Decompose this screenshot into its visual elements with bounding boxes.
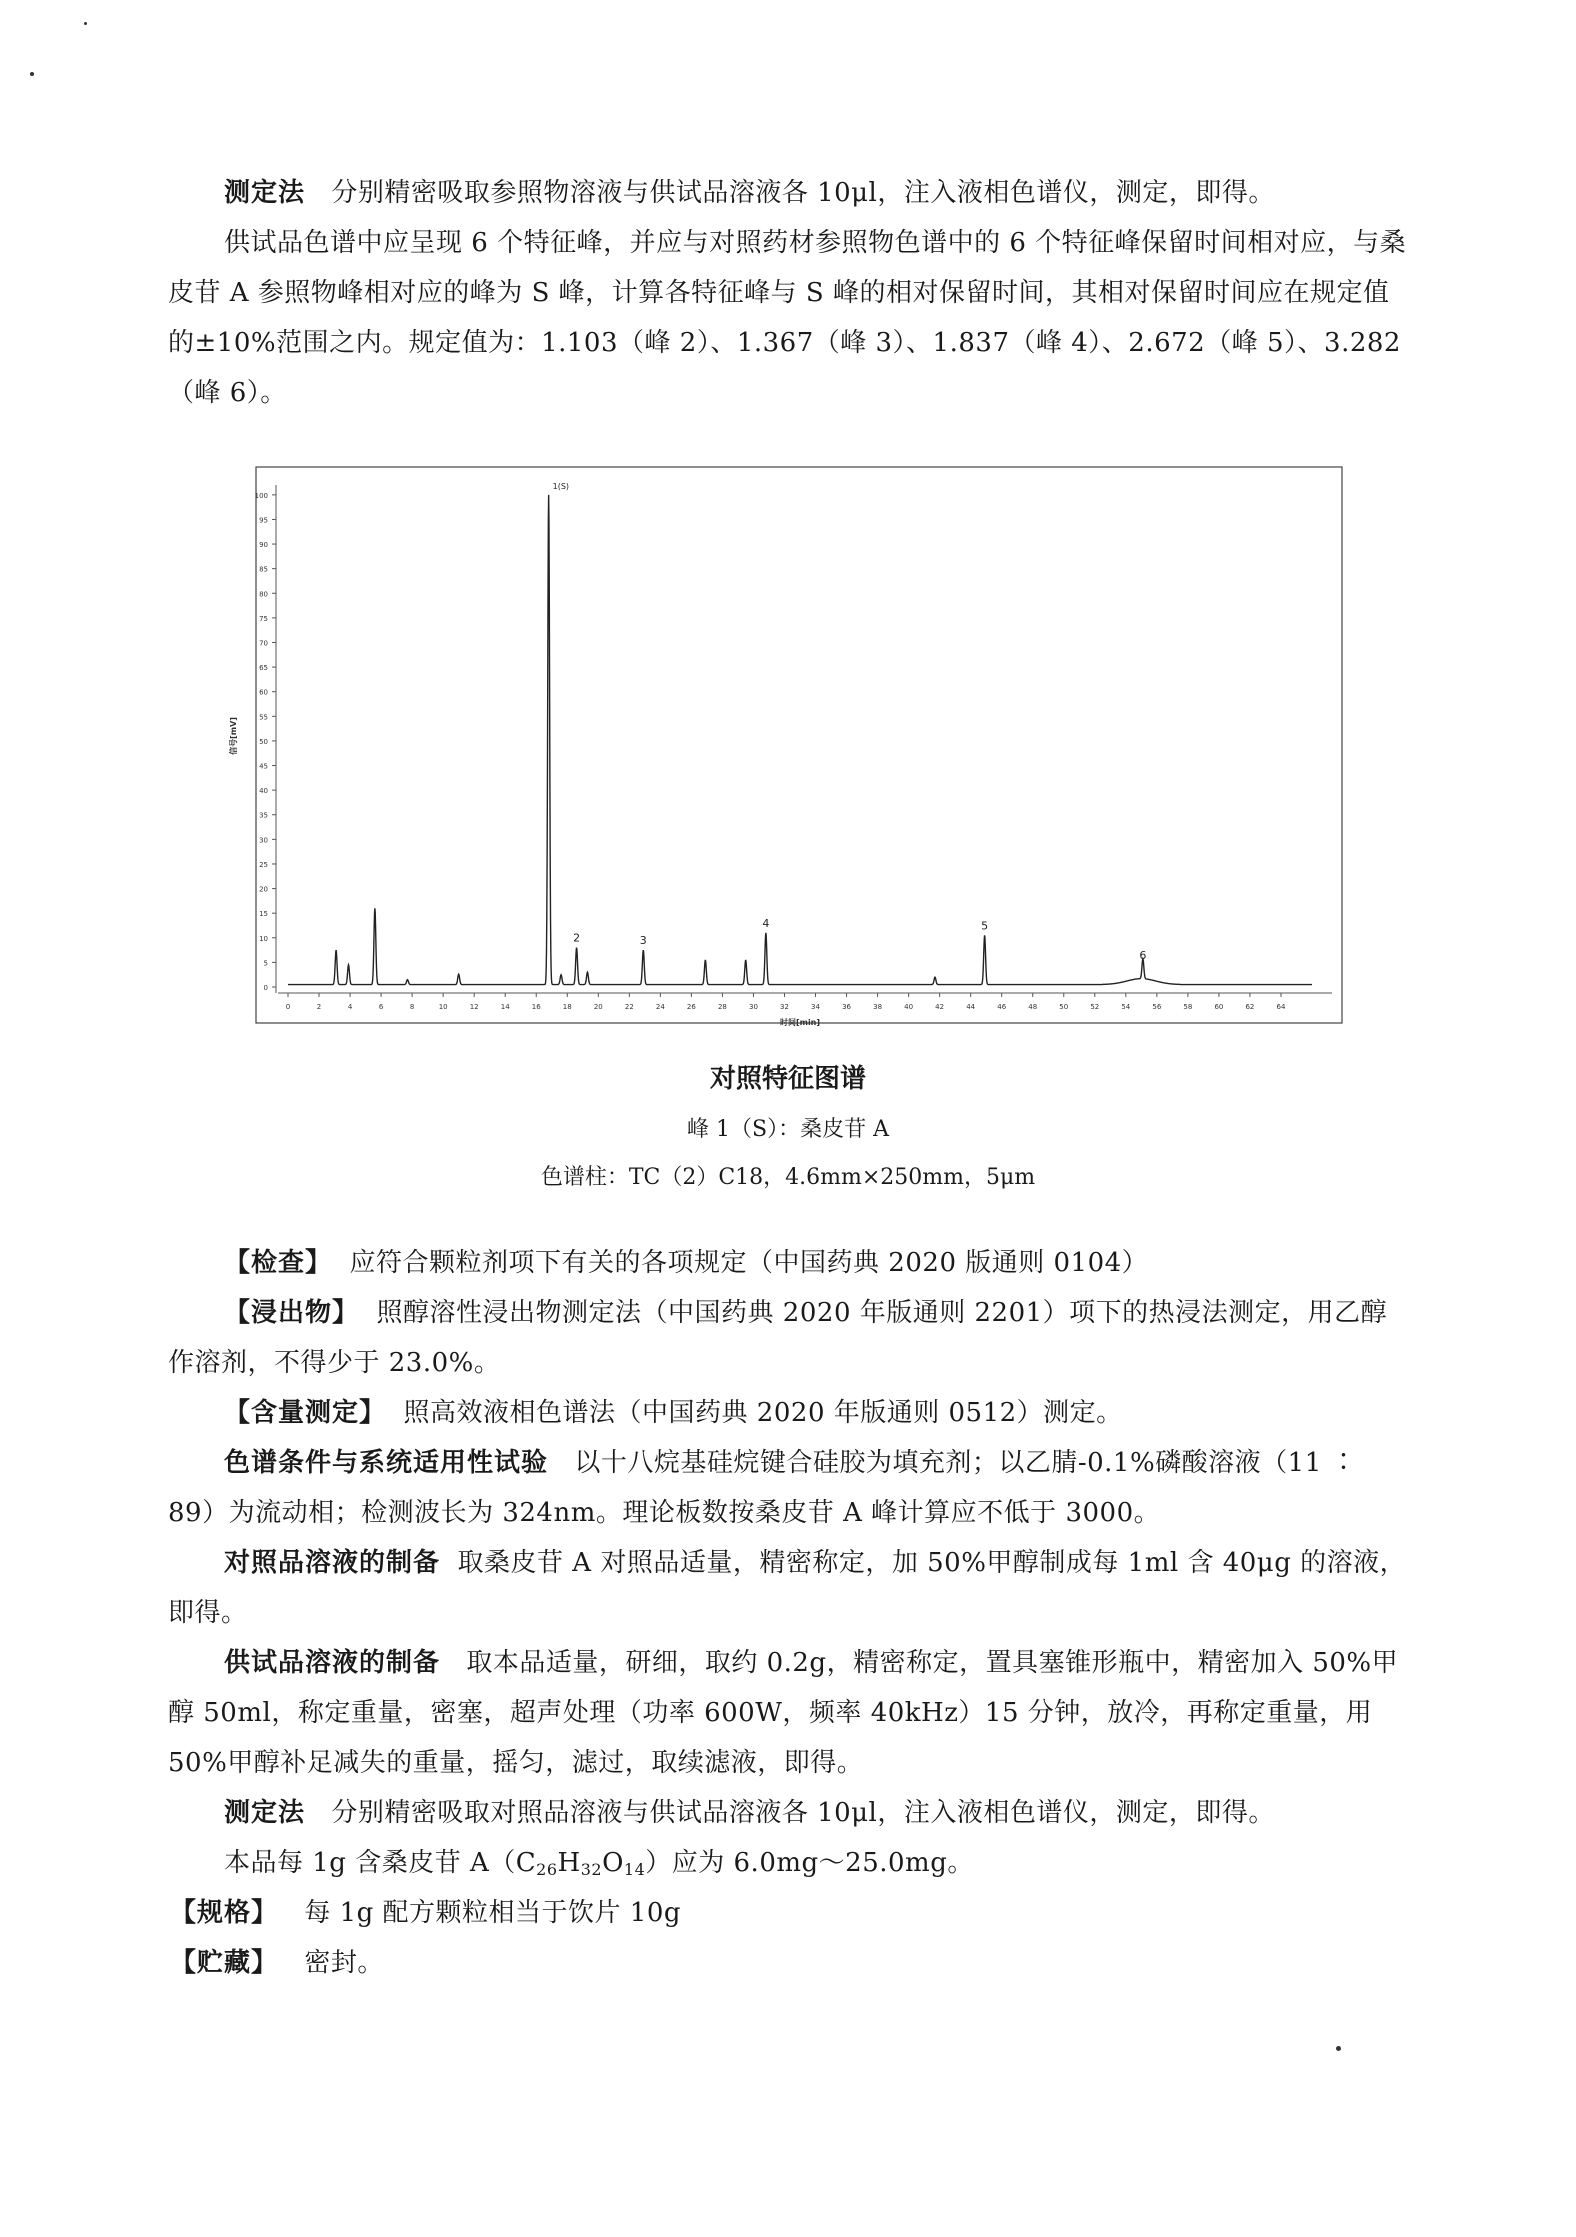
- paragraph-text: 应符合颗粒剂项下有关的各项规定（中国药典 2020 版通则 0104）: [349, 1248, 1149, 1278]
- y-tick-label: 100: [254, 491, 268, 500]
- x-tick-label: 60: [1214, 1003, 1224, 1011]
- y-tick-label: 70: [259, 639, 268, 648]
- y-tick-label: 5: [263, 959, 268, 968]
- y-tick-label: 30: [259, 836, 268, 845]
- section-label: 【检查】: [224, 1248, 333, 1278]
- peak-label: 6: [1139, 948, 1147, 962]
- peak-label: 2: [573, 931, 581, 945]
- x-tick-label: 6: [378, 1003, 384, 1011]
- section-label: 【含量测定】: [224, 1398, 387, 1428]
- x-tick-label: 18: [562, 1003, 572, 1011]
- x-tick-label: 62: [1245, 1003, 1255, 1011]
- paragraph-text: 取本品适量，研细，取约 0.2g，精密称定，置具塞锥形瓶中，精密加入 50%甲醇 50ml，称定重量，密塞，超声处理（功率 600W，频率 40kHz）15 分钟，放冷，再称定重量，用 50%甲醇补足减失的重量，摇匀，滤过，取续滤液，即得。: [168, 1648, 1399, 1778]
- y-tick-label: 20: [259, 885, 268, 894]
- formula-suffix: ）应为 6.0mg～25.0mg。: [645, 1848, 974, 1878]
- formula-subscript-c: 26: [536, 1860, 558, 1879]
- chromatogram-trace: [288, 495, 1312, 985]
- x-tick-label: 28: [717, 1003, 727, 1011]
- x-tick-label: 34: [811, 1003, 820, 1011]
- y-axis-label: 信号[mV]: [229, 717, 238, 755]
- paragraph-text: 照醇溶性浸出物测定法（中国药典 2020 年版通则 2201）项下的热浸法测定，用乙醇作溶剂，不得少于 23.0%。: [168, 1298, 1388, 1378]
- reference-solution-paragraph: [168, 1538, 1408, 1638]
- extract-paragraph: [168, 1288, 1408, 1388]
- x-tick-label: 0: [285, 1003, 291, 1011]
- x-tick-label: 38: [873, 1003, 883, 1011]
- fingerprint-requirement-paragraph: [168, 218, 1408, 418]
- content-assay-paragraph: [168, 1388, 1408, 1438]
- formula-prefix: 本品每 1g 含桑皮苷 A（C: [224, 1848, 537, 1878]
- chromatogram-svg: [210, 465, 1360, 1045]
- test-solution-paragraph: [168, 1638, 1408, 1788]
- x-tick-label: 8: [409, 1003, 415, 1011]
- y-tick-label: 45: [259, 762, 268, 771]
- x-tick-label: 32: [780, 1003, 789, 1011]
- x-tick-label: 46: [997, 1003, 1007, 1011]
- peak-label: 5: [981, 919, 989, 933]
- y-tick-label: 95: [259, 516, 268, 525]
- x-tick-label: 12: [469, 1003, 479, 1011]
- section-label: 测定法: [224, 178, 306, 208]
- x-tick-label: 2: [316, 1003, 322, 1011]
- scan-speck: [1336, 2046, 1341, 2051]
- paragraph-text: 分别精密吸取对照品溶液与供试品溶液各 10μl，注入液相色谱仪，测定，即得。: [331, 1798, 1275, 1828]
- formula-element-h: H: [557, 1848, 581, 1878]
- section-label: 测定法: [224, 1798, 306, 1828]
- y-tick-label: 60: [259, 688, 268, 697]
- scan-speck: [30, 72, 34, 76]
- section-label: 供试品溶液的制备: [224, 1648, 441, 1678]
- inspection-paragraph: [168, 1238, 1408, 1288]
- formula-subscript-h: 32: [580, 1860, 603, 1879]
- x-tick-label: 64: [1276, 1003, 1286, 1011]
- y-tick-label: 25: [259, 860, 268, 869]
- determination-paragraph: [168, 1788, 1408, 1838]
- paragraph-text: 照高效液相色谱法（中国药典 2020 年版通则 0512）测定。: [403, 1398, 1123, 1428]
- plot-frame: [256, 467, 1342, 1023]
- x-tick-label: 30: [748, 1003, 758, 1011]
- x-tick-label: 42: [935, 1003, 945, 1011]
- y-tick-label: 75: [259, 614, 268, 623]
- y-tick-label: 55: [259, 713, 268, 722]
- section-label: 【浸出物】: [224, 1298, 360, 1328]
- y-tick-label: 80: [259, 590, 268, 599]
- assay-method-paragraph: [168, 168, 1408, 218]
- x-tick-label: 54: [1121, 1003, 1131, 1011]
- section-label: 【贮藏】: [170, 1948, 279, 1978]
- section-label: 色谱条件与系统适用性试验: [224, 1448, 549, 1478]
- formula-element-o: O: [602, 1848, 624, 1878]
- y-tick-label: 15: [259, 910, 268, 919]
- x-tick-label: 52: [1090, 1003, 1100, 1011]
- x-tick-label: 58: [1183, 1003, 1193, 1011]
- x-tick-label: 20: [593, 1003, 603, 1011]
- section-label: 对照品溶液的制备: [224, 1548, 441, 1578]
- peak-label: 3: [639, 934, 647, 948]
- chromatogram-chart: [210, 465, 1360, 1045]
- x-tick-label: 22: [624, 1003, 634, 1011]
- x-tick-label: 36: [842, 1003, 852, 1011]
- x-tick-label: 10: [438, 1003, 448, 1011]
- section-label: 【规格】: [170, 1898, 279, 1928]
- formula-subscript-o: 14: [623, 1860, 646, 1879]
- storage-paragraph: [170, 1938, 1410, 1988]
- paragraph-text: 以十八烷基硅烷键合硅胶为填充剂；以乙腈-0.1%磷酸溶液（11 ∶ 89）为流动相；检测波长为 324nm。理论板数按桑皮苷 A 峰计算应不低于 3000。: [168, 1448, 1358, 1528]
- x-tick-label: 16: [531, 1003, 541, 1011]
- x-tick-label: 50: [1059, 1003, 1069, 1011]
- x-axis-label: 时间[min]: [779, 1018, 821, 1027]
- paragraph-text: 分别精密吸取参照物溶液与供试品溶液各 10μl，注入液相色谱仪，测定，即得。: [331, 178, 1275, 208]
- y-tick-label: 90: [259, 541, 268, 550]
- x-tick-label: 48: [1028, 1003, 1038, 1011]
- scan-speck: [84, 22, 87, 25]
- figure-title: 对照特征图谱: [709, 1064, 866, 1094]
- paragraph-text: 密封。: [304, 1948, 384, 1978]
- x-tick-label: 56: [1152, 1003, 1162, 1011]
- figure-column-note: 色谱柱：TC（2）C18，4.6mm×250mm，5μm: [540, 1165, 1036, 1190]
- paragraph-text: 每 1g 配方颗粒相当于饮片 10g: [304, 1898, 682, 1928]
- y-tick-label: 85: [259, 565, 268, 574]
- y-tick-label: 65: [259, 664, 268, 673]
- y-tick-label: 50: [259, 737, 268, 746]
- x-tick-label: 40: [904, 1003, 914, 1011]
- y-tick-label: 35: [259, 811, 268, 820]
- chromatographic-conditions-paragraph: [168, 1438, 1408, 1538]
- y-tick-label: 10: [259, 934, 268, 943]
- x-tick-label: 14: [500, 1003, 510, 1011]
- paragraph-text: 取桑皮苷 A 对照品适量，精密称定，加 50%甲醇制成每 1ml 含 40μg 的溶液，即得。: [168, 1548, 1407, 1628]
- x-tick-label: 26: [686, 1003, 696, 1011]
- y-tick-label: 40: [259, 787, 268, 796]
- figure-peak-note: 峰 1（S）：桑皮苷 A: [687, 1117, 889, 1142]
- peak-label: 4: [762, 916, 770, 930]
- peak-label: 1(S): [552, 481, 570, 491]
- specification-paragraph: [170, 1888, 1410, 1938]
- content-limit-paragraph: [168, 1838, 1408, 1895]
- x-tick-label: 44: [966, 1003, 976, 1011]
- x-tick-label: 4: [347, 1003, 353, 1011]
- paragraph-text: 供试品色谱中应呈现 6 个特征峰，并应与对照药材参照物色谱中的 6 个特征峰保留时间相对应，与桑皮苷 A 参照物峰相对应的峰为 S 峰，计算各特征峰与 S 峰的相对保留时间，其相对保留时间应在规定值的±10%范围之内。规定值为：1.103（峰 2）、1.367（峰 3）、1.837（峰 4）、2.672（峰 5）、3.282（峰 6）。: [168, 228, 1407, 408]
- y-tick-label: 0: [263, 984, 268, 992]
- x-tick-label: 24: [655, 1003, 665, 1011]
